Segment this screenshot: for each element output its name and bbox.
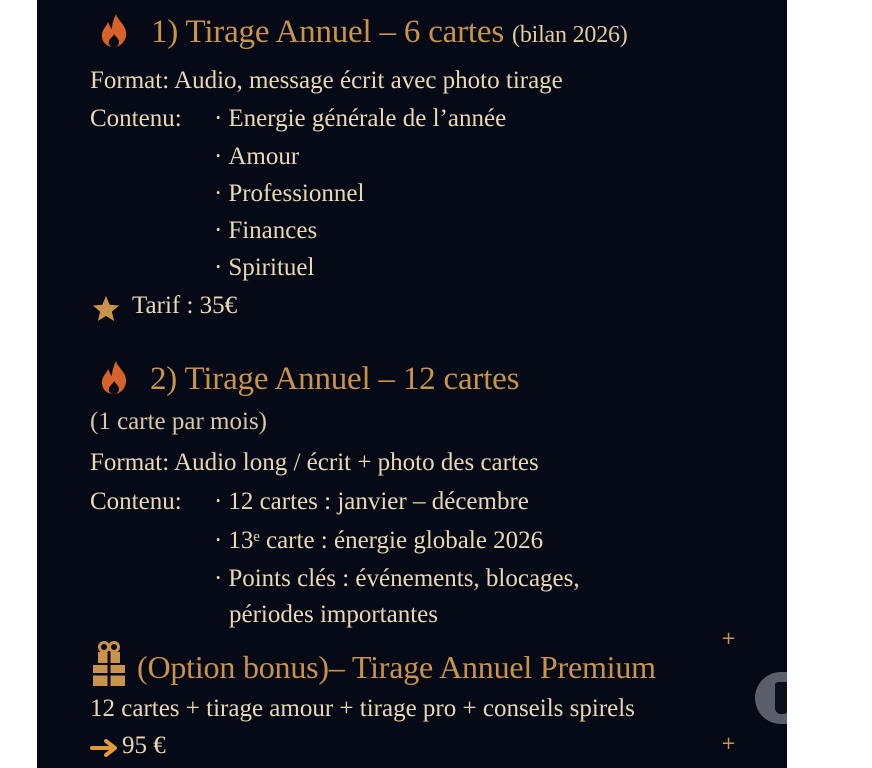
gift-icon [91,640,127,688]
section2-content-label: Contenu: [90,488,182,515]
flame-icon [97,360,131,396]
star-icon [90,294,122,324]
section2-content-item: · 13ᵉ carte : énergie globale 2026 [214,527,544,554]
section1-content-item: · Energie générale de l’année [214,105,507,132]
section3-description: 12 cartes + tirage amour + tirage pro + conseils spirels [90,695,635,722]
section1-content-item: · Finances [214,217,318,244]
section1-title: 1) Tirage Annuel – 6 cartes [151,14,504,50]
section1-content-item: · Professionnel [214,180,365,207]
section2-content-item-continued: périodes importantes [229,601,438,628]
sparkle-icon: + [721,733,737,754]
page-margin-right [787,0,872,768]
flame-icon [97,13,131,49]
section1-title-suffix: (bilan 2026) [512,22,628,48]
section3-title: (Option bonus)– Tirage Annuel Premium [137,649,656,685]
section2-format: Format: Audio long / écrit + photo des cartes [90,449,539,476]
section1-format: Format: Audio, message écrit avec photo tirage [90,67,563,94]
sparkle-icon: + [721,628,737,649]
section2-content-item: · 12 cartes : janvier – décembre [214,488,529,515]
section2-content-item: · Points clés : événements, blocages, [214,565,580,592]
section1-content-item: · Spirituel [214,254,315,281]
section1-content-item: · Amour [214,143,300,170]
section2-title: 2) Tirage Annuel – 12 cartes [150,361,520,397]
section3-price: 95 € [122,732,166,759]
section1-price: Tarif : 35€ [132,292,238,319]
tarot-offer-panel [37,0,787,768]
section2-subtitle: (1 carte par mois) [90,408,268,435]
section1-content-label: Contenu: [90,105,182,132]
section1-title-row [151,14,628,51]
arrow-right-icon [90,738,120,758]
